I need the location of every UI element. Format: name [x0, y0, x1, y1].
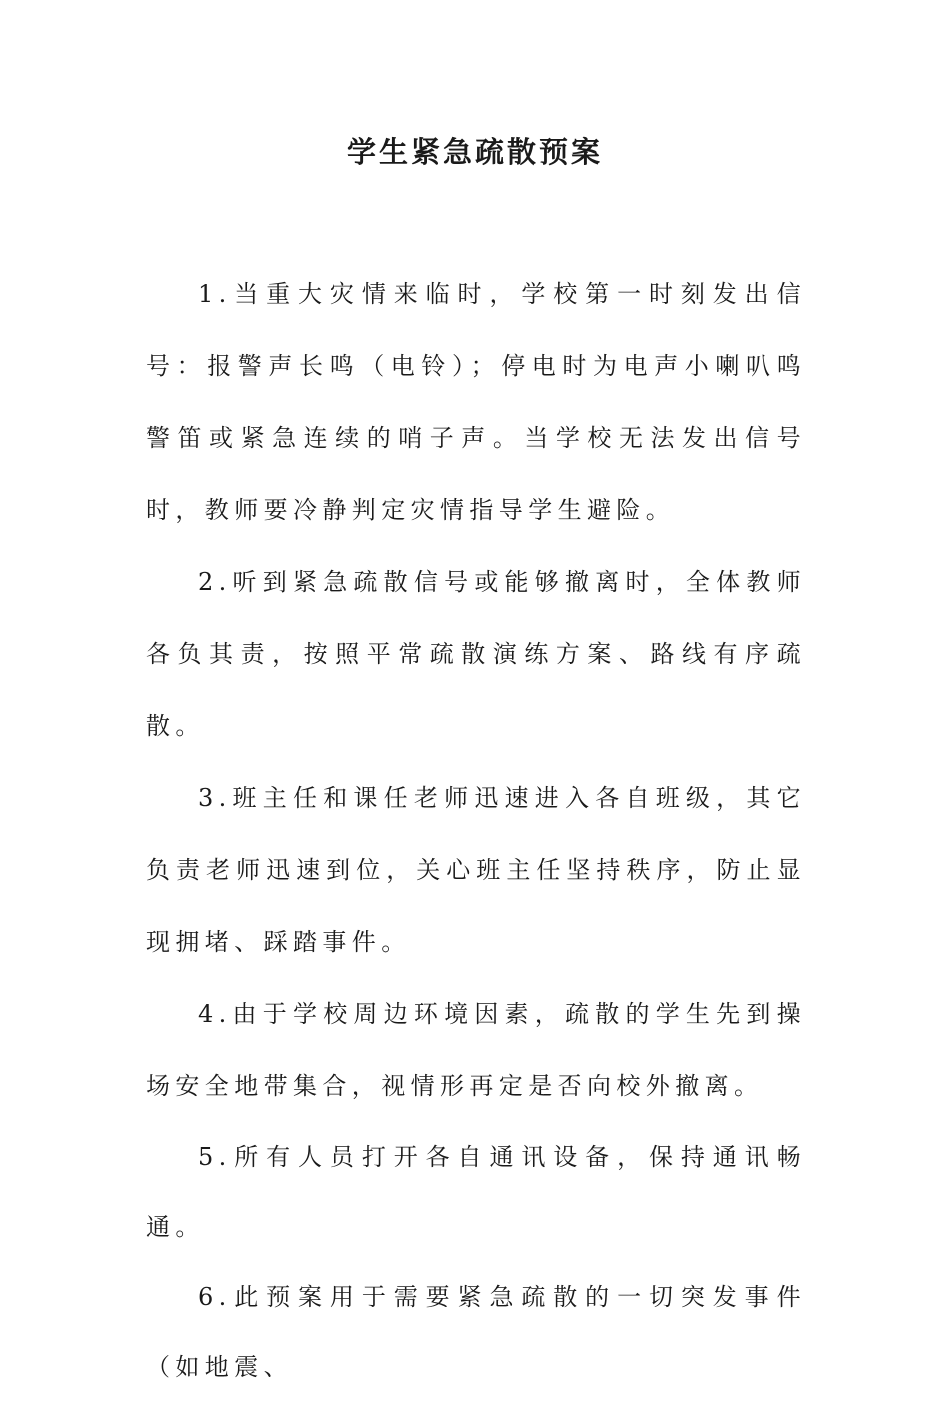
paragraph-3: 3.班主任和课任老师迅速进入各自班级，其它负责老师迅速到位，关心班主任坚持秩序，防止显现拥堵、踩踏事件。	[146, 784, 806, 956]
paragraph-4: 4.由于学校周边环境因素，疏散的学生先到操场安全地带集合，视情形再定是否向校外撤离。	[146, 1000, 806, 1100]
page-title: 学生紧急疏散预案	[346, 135, 603, 169]
document-body	[146, 258, 806, 1402]
paragraph-6: 6.此预案用于需要紧急疏散的一切突发事件（如地震、	[146, 1283, 806, 1381]
paragraph-2: 2.听到紧急疏散信号或能够撤离时，全体教师各负其责，按照平常疏散演练方案、路线有序疏散。	[146, 568, 806, 740]
paragraph-5: 5.所有人员打开各自通讯设备，保持通讯畅通。	[146, 1143, 806, 1241]
paragraph-1: 1.当重大灾情来临时，学校第一时刻发出信号：报警声长鸣（电铃）；停电时为电声小喇叭鸣警笛或紧急连续的哨子声。当学校无法发出信号时，教师要冷静判定灾情指导学生避险。	[146, 280, 806, 524]
